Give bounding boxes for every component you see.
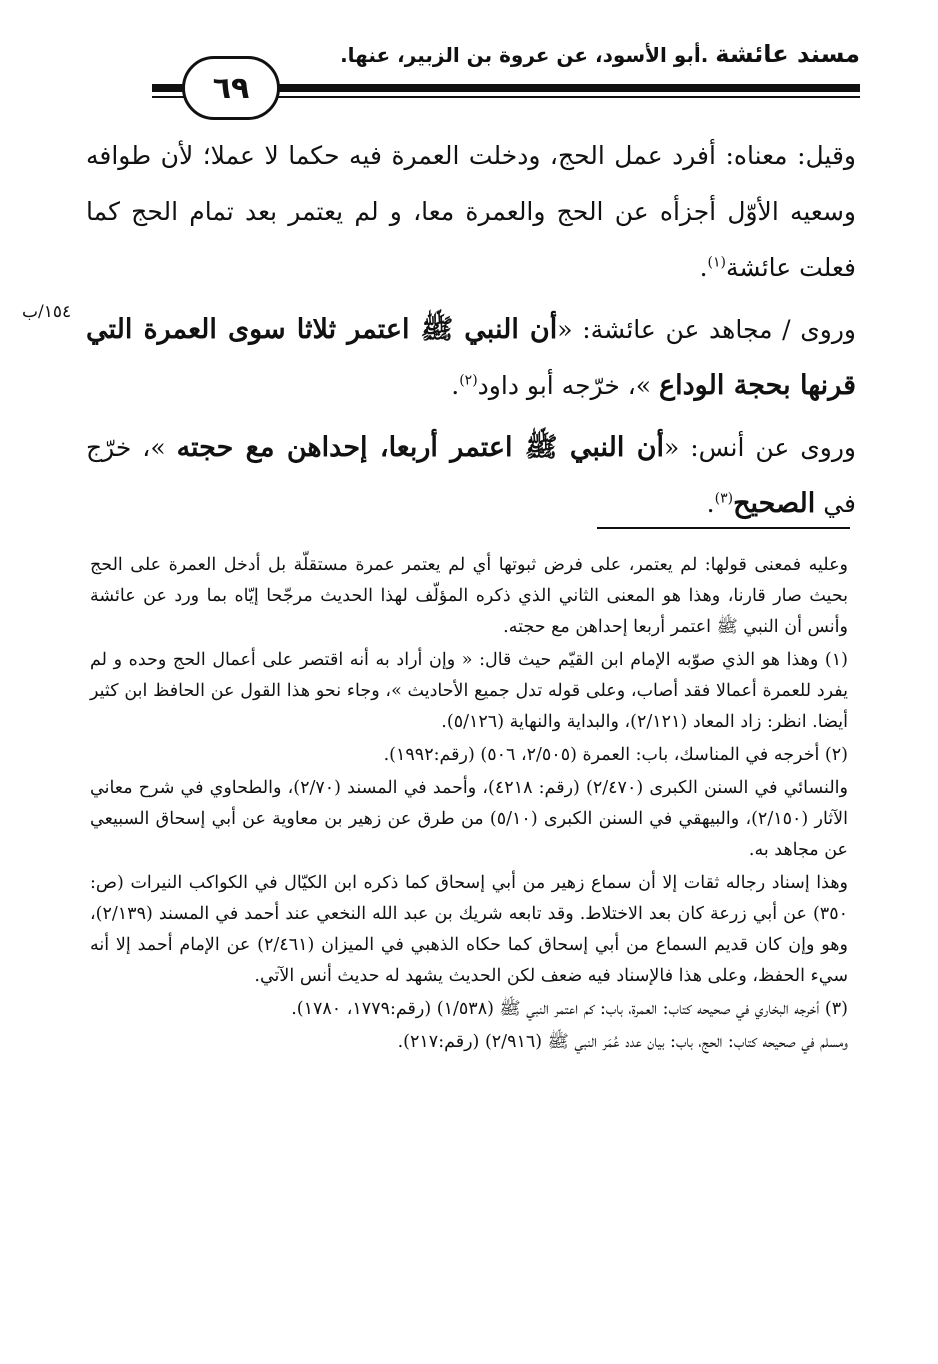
footnote-3: (٣) أخرجه البخاري في صحيحه كتاب: العمرة، باب: كم اعتمر النبي ﷺ (١/٥٣٨) (رقم:١٧٧٩، ١٧٨٠). — [291, 999, 848, 1019]
page-number-badge — [182, 56, 280, 120]
footnote-separator — [597, 527, 850, 529]
page-number: ٦٩ — [212, 70, 250, 106]
sahih-label: الصحيح — [733, 488, 816, 519]
footnote-3-cont: ومسلم في صحيحه كتاب: الحج، باب: بيان عدد عُمَر النبي ﷺ (٢/٩١٦) (رقم:٢١٧). — [397, 1032, 848, 1052]
footnote-2-cont-2: وهذا إسناد رجاله ثقات إلا أن سماع زهير من أبي إسحاق كما ذكره ابن الكيّال في الكواكب النيرات (ص: ٣٥٠) عن أبي زرعة كان بعد الاختلاط. وقد تابعه شريك بن عبد الله النخعي عند أحمد في المسند (٢/١٣٩)، وهو وإن كان قديم السماع من أبي إسحاق كما حكاه الذهبي في الميزان (٢/٤٦١) عن الإمام أحمد إلا أنه سيء الحفظ، وعلى هذا فالإسناد فيه ضعف لكن الحديث يشهد له حديث أنس الآتي. — [90, 873, 848, 986]
paragraph-1-text: وقيل: معناه: أفرد عمل الحج، ودخلت العمرة فيه حكما لا عملا؛ لأن طوافه وسعيه الأوّل أجزأه عن الحج والعمرة معا، و لم يعتمر بعد تمام الحج كما فعلت عائشة — [86, 141, 856, 282]
paragraph-2 — [86, 302, 856, 414]
hadith-text-2: أن النبي ﷺ اعتمر أربعا، إحداهن مع حجته — [176, 432, 665, 463]
footnote-ref-2: (٢) — [459, 372, 478, 389]
footnote-2: (٢) أخرجه في المناسك، باب: العمرة (٢/٥٠٥، ٥٠٦) (رقم:١٩٩٢). — [383, 745, 848, 765]
paragraph-3-end: . — [706, 489, 715, 518]
paragraph-2-intro: وروى / مجاهد عن عائشة: « — [557, 315, 856, 344]
footnote-continuation: وعليه فمعنى قولها: لم يعتمر، على فرض ثبوتها أي لم يعتمر عمرة مستقلّة بل أدخل العمرة على الحج بحيث صار قارنا، وهذا هو المعنى الثاني الذي ذكره المؤلّف لهذا الحديث مرجّحا إيّاه بما ورد عن عائشة وأنس أن النبي ﷺ اعتمر أربعا إحداهن مع حجته. — [90, 555, 848, 637]
hadith-text-1: أن النبي ﷺ اعتمر ثلاثا سوى العمرة التي قرنها بحجة الوداع — [86, 314, 856, 401]
margin-folio-note: ١٥٤/ب — [22, 302, 72, 322]
paragraph-3-intro: وروى عن أنس: « — [664, 433, 856, 462]
paragraph-1 — [86, 128, 856, 296]
header-title-strong: مسند عائشة — [715, 40, 860, 68]
footnote-2-cont-1: والنسائي في السنن الكبرى (٢/٤٧٠) (رقم: ٤٢١٨)، وأحمد في المسند (٢/٧٠)، والطحاوي في شرح معاني الآثار (٢/١٥٠)، والبيهقي في السنن الكبرى (٥/١٠) من طرق عن زهير بن معاوية عن أبي إسحاق السبيعي عن مجاهد به. — [90, 778, 848, 860]
footnotes — [90, 550, 848, 1060]
paragraph-1-end: . — [699, 253, 708, 282]
paragraph-2-source: »، خرّجه أبو داود — [477, 371, 660, 400]
paragraph-3 — [86, 420, 856, 532]
paragraph-3-source: »، خرّج في — [86, 433, 856, 518]
footnote-1: (١) وهذا هو الذي صوّبه الإمام ابن القيّم حيث قال: « وإن أراد به أنه اقتصر على أعمال الحج وحده و لم يفرد للعمرة أعمالا فقد أصاب، وعلى قوله تدل جميع الأحاديث »، وجاء نحو هذا القول عن الحافظ ابن كثير أيضا. انظر: زاد المعاد (٢/١٢١)، والبداية والنهاية (٥/١٢٦). — [90, 650, 848, 732]
running-header — [340, 40, 860, 68]
footnote-ref-1: (١) — [707, 254, 727, 271]
footnote-ref-3: (٣) — [714, 490, 734, 507]
main-text — [86, 128, 856, 538]
paragraph-2-end: . — [451, 371, 460, 400]
header-title-rest: .أبو الأسود، عن عروة بن الزبير، عنها. — [340, 43, 716, 67]
